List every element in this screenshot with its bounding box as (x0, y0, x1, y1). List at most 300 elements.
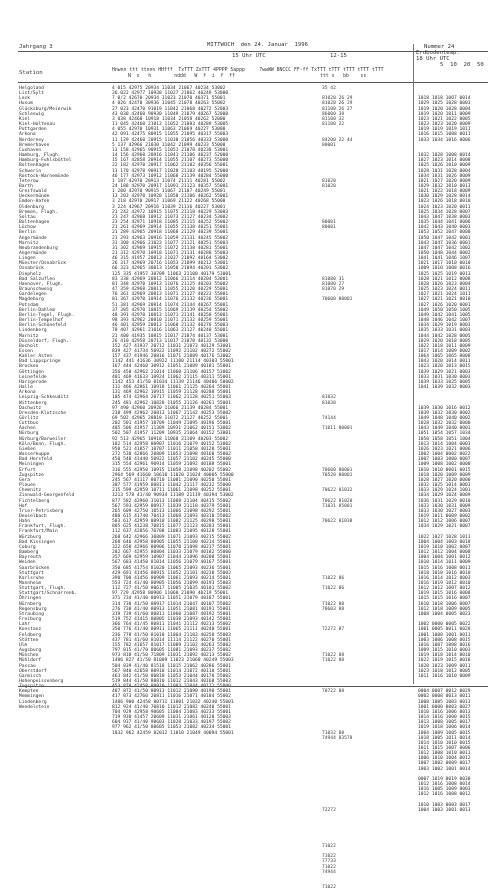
station-name: Bad Salzuflen (19, 276, 55, 282)
station-name: Kiel-Holtenau (19, 122, 55, 128)
soil-temperature-row: 1028 1031 1028 0004 (418, 168, 471, 174)
observation-row: 76 361 42969 20813 11071 21127 40223 55001 (112, 292, 229, 298)
station-name: Chemnitz (19, 488, 42, 494)
station-name: Feldberg (19, 632, 42, 638)
weather-code-row: 86000 38 (322, 111, 345, 117)
station-name: Stuttgart/Schnarrenb. (19, 591, 78, 597)
table-head-rule (18, 82, 488, 83)
weather-code-row: 74144 (322, 416, 336, 421)
station-name: Norderney (19, 137, 44, 143)
weather-code-row: 81032 (322, 395, 336, 401)
observation-row: 14 156 42960 20916 11041 21106 40237 52000 (112, 153, 229, 159)
weather-code-row: 71022 (322, 843, 336, 849)
observation-row: 245 567 41117 80710 11081 21090 40250 55001 (112, 477, 231, 483)
observation-row: 21 289 42965 20918 11068 21129 40239 55001 (112, 230, 229, 236)
observation-row: 81 367 42970 10914 11076 21132 40236 55001 (112, 297, 229, 303)
observation-row: 485 506 41957 11309 10931 21062 40151 53002 (112, 426, 231, 432)
station-name: Lahr (19, 622, 31, 628)
station-name: Gießen (19, 446, 36, 452)
soil-temperature-row: 1039 1033 1025 0005 (418, 379, 471, 385)
observation-row: 1142 453 41/50 81034 11139 21146 40406 58002 (112, 379, 234, 385)
observation-row: 401 469 41633 10924 11062 21115 40311 55001 (112, 374, 231, 380)
soil-temperature-row: 1021 1017 1010 0010 (418, 261, 471, 267)
observation-row: 238 499 42962 20813 11067 21142 40253 55002 (112, 410, 231, 416)
soil-temperature-row: 1049 1050 1050 1005 (418, 307, 471, 313)
weather-code-row: 70600 80001 (322, 297, 353, 303)
soil-temperature-row: 1019 1020 1028 0004 (418, 106, 471, 112)
observation-row: 4 026 42470 30936 11045 21078 40263 55002 (112, 101, 226, 107)
soil-temperature-row: 1009 1015 1010 0003 (418, 648, 471, 654)
observation-row: 23 254 42971 10918 11085 21115 40252 55002 (112, 220, 229, 226)
soil-temperature-row: 1012 1012 1006 0007 (418, 519, 471, 525)
soil-temperature-row: 1035 1033 1031 0003 (418, 328, 471, 334)
soil-temperature-row: 1012 1016 1008 0014 (418, 782, 471, 788)
observation-row: 15 167 42858 20914 11055 21107 40273 55000 (112, 158, 229, 164)
station-name: Ulm (19, 642, 28, 648)
weather-code-row: 84200 22 44 (322, 137, 353, 143)
weather-code-row: 72272 (322, 807, 336, 813)
soil-temperature-row: 1014 1010 1010 0015 (418, 740, 471, 746)
station-name: List/Sylt (19, 91, 44, 97)
soil-temperature-row: 1011 1015 1007 0006 (418, 746, 471, 751)
soil-temperature-row: 1021 1022 1018 0009 (418, 189, 471, 195)
station-name: Meiningen (19, 462, 44, 468)
soil-temperature-row: 1019 1019 1019 1011 (418, 127, 471, 133)
observation-row: 319 739 41/60 80811 11060 21087 40192 55001 (112, 611, 231, 617)
observation-row: 152 427 41937 20712 11031 21073 40129 53001 (112, 343, 231, 349)
soil-temperature-row: 1018 1020 1009 0009 (418, 472, 471, 478)
station-name: Gardelegen (19, 292, 47, 298)
station-name: Lindenberg (19, 328, 47, 334)
observation-row: 322 658 42966 80906 11070 21098 40217 55001 (112, 544, 231, 550)
soil-temperature-row: 1025 1026 1010 0009 (418, 163, 471, 169)
code-sub-header: N x h nddd W f i f ff (128, 74, 235, 79)
observation-row: 1213 578 41/40 90934 11109 21119 40394 53002 (112, 493, 234, 499)
station-name: Lüchow (19, 225, 36, 231)
station-name: Münster/Osnabrück (19, 261, 67, 267)
soil-temperature-row: 1034 1031 1026 0009 (418, 173, 471, 179)
observation-row: 24 188 42970 20917 11091 21123 40357 55001 (112, 183, 229, 189)
station-name: Mannheim (19, 581, 42, 586)
soil-temperature-row: 1006 1010 1004 0012 (418, 756, 471, 762)
weather-code-row: 71022 88 (322, 653, 345, 659)
station-name: Wittenberg (19, 400, 47, 406)
observation-row: 553 724 41/40 80905 11056 21099 40193 55003 (112, 581, 231, 586)
soil-temperature-row: 1039 1030 1016 0012 (418, 405, 471, 411)
station-name: Düsseldorf, Flugh. (19, 338, 69, 344)
observation-row: 1486 827 41/50 81009 11023 21060 40249 55003 (112, 658, 234, 664)
observation-row: 83 338 42969 20812 11066 21114 40204 53001 (112, 276, 229, 282)
observation-row: 480 615 41740 70413 11068 21093 40310 55002 (112, 513, 231, 519)
soil-temperature-row: 1001 0000 0003 0027 (418, 704, 471, 710)
soil-temperature-row: 1039 1032 1030 0002 (418, 410, 471, 416)
observation-row: 11 129 42460 20915 11038 21056 40333 53000 (112, 137, 229, 143)
station-name: Deuselbach (19, 513, 47, 519)
weather-code-row: 72272 87 (322, 627, 345, 633)
station-name: Nürburg (19, 431, 39, 437)
report-title: MITTWOCH den 24. Januar 1996 (207, 42, 309, 48)
observation-row: 31 300 42966 21023 11077 21121 40251 55003 (112, 240, 229, 246)
soil-temperature-row: 1019 1018 1014 0010 (418, 653, 471, 659)
observation-row: 504 839 41/40 81510 11015 21062 40286 55001 (112, 663, 231, 669)
soil-temperature-row: 1022 1027 1028 1011 (418, 534, 471, 540)
station-name: Hohenpeissenberg (19, 678, 64, 684)
observation-time: 15 Uhr UTC (232, 53, 266, 59)
volume-label: Jahrgang 3 (19, 44, 53, 50)
soil-temperature-row: 1012 1018 1009 0005 (418, 606, 471, 612)
station-name: Bocholt (19, 343, 39, 349)
station-name: Bad Hersfeld (19, 457, 53, 463)
soil-temperature-row: 1010 1016 1006 0013 (418, 709, 471, 715)
soil-temperature-row: 1013 1014 1004 0003 (418, 441, 471, 447)
observation-row: 387 577 41959 80811 11042 21117 40232 55000 (112, 483, 231, 489)
observation-row: 21 242 42972 10915 11075 21118 40229 53003 (112, 209, 229, 215)
station-name: Bad Kissingen (19, 539, 55, 545)
station-name: Bremerhaven (19, 142, 50, 148)
observation-row: 125 335 41957 30709 11063 21100 40179 53001 (112, 271, 231, 277)
weather-code-row: 80001 (322, 142, 336, 148)
soil-temperature-row: 1007 1002 0009 0017 (418, 761, 471, 767)
observation-row: 51 381 42969 20814 11074 21144 40267 55001 (112, 302, 229, 308)
soil-temperature-row: 1027 1023 1014 0008 (418, 158, 471, 164)
soil-temp-time: 18 Uhr UTC (416, 56, 450, 62)
station-name: Dresden-Klotzsche (19, 410, 67, 416)
station-name: Wasserkuppe (19, 452, 50, 458)
soil-temperature-row: 1023 1021 1022 0005 (418, 116, 471, 122)
station-name: Lingen (19, 256, 36, 262)
weather-code-row: 70622 81038 (322, 519, 353, 525)
observation-row: 37 385 42970 10815 11069 21139 40254 55002 (112, 307, 229, 313)
observation-row: 21 261 42969 20914 11055 21138 40251 55001 (112, 225, 229, 231)
observation-row: 21 400 41935 10815 11017 21074 40137 53001 (112, 333, 229, 339)
observation-row: 236 778 41/50 81018 11064 21103 40250 55003 (112, 632, 231, 638)
soil-temperature-row: 1016 1005 1009 0003 (418, 787, 471, 793)
station-name: Göttingen (19, 369, 44, 375)
observation-row: 453 870 42458 80910 11003 21044 40121 55000 (112, 684, 231, 690)
observation-row: 977 962 41/50 80605 11053 21082 40234 55001 (112, 725, 231, 731)
station-name: Augsburg (19, 648, 42, 654)
observation-row: 155 782 41657 81017 11089 21102 40263 55002 (112, 642, 231, 648)
soil-temperature-row: 1012 1012 1007 0012 (418, 586, 471, 592)
station-name: Leinefelde (19, 374, 47, 380)
station-name: Kahler Asten (19, 354, 53, 360)
observation-row: 3 038 42460 10918 11034 21058 40262 52000 (112, 116, 226, 122)
soil-temperature-row: 1016 1014 1012 0003 (418, 575, 471, 581)
soil-temperature-row: 1011 1016 1010 0009 (418, 673, 471, 679)
observation-row: 105 474 42964 20717 11062 21128 40251 55003 (112, 395, 231, 401)
station-name: Arkona (19, 390, 36, 396)
station-name: Schwerin (19, 168, 42, 174)
observation-row: 463 842 41/50 80810 11053 21044 40170 55002 (112, 673, 231, 679)
soil-temperature-row: 1009 1010 1008 0016 (418, 266, 471, 272)
soil-temperature-row: 1010 1003 0003 0017 (418, 802, 471, 808)
station-name: Aachen (19, 426, 36, 432)
observation-row: 7 0/2 42670 20934 11023 21070 40371 55001 (112, 96, 226, 102)
soil-temperature-row: 1019 1018 1006 0014 (418, 725, 471, 731)
soil-temperature-row: 1033 1031 1030 0003 (418, 374, 471, 380)
station-name: Öhringen (19, 596, 42, 602)
weather-code-values (322, 86, 410, 890)
station-name: Bayreuth (19, 555, 42, 561)
soil-temperature-row: 1014 1016 1000 0015 (418, 715, 471, 721)
station-name: Wendelstein (19, 704, 50, 710)
soil-temperature-row: 1023 1020 1013 0015 (418, 364, 471, 370)
weather-code-row: 81100 26 27 (322, 106, 353, 112)
weather-code-row: 81070 29 (322, 287, 345, 293)
soil-temperature-row: 1033 1029 1024 1001 (418, 488, 471, 494)
station-name: Saarbrücken (19, 565, 50, 571)
soil-temperature-row: 1034 1029 1024 0009 (418, 493, 471, 499)
observation-row: 268 646 42958 80905 11055 21100 40214 55001 (112, 539, 231, 545)
observation-row: 704 929 42958 90605 11004 21083 40233 55001 (112, 709, 231, 715)
soil-temperature-row: 1032 1025 1014 0003 (418, 483, 471, 489)
soil-temperature-row: 1044 1042 1028 0005 (418, 333, 471, 339)
observation-row: 43 030 42460 90930 11049 21079 40267 52000 (112, 111, 229, 117)
observation-row: 502 507 41957 11209 10935 21064 40152 53001 (112, 431, 231, 437)
weather-code-row: 74944 83578 (322, 735, 353, 741)
station-name: Potsdam (19, 302, 39, 308)
code-column-header: Hnwnn ttt ttnnn HHfff TxTTT ZxTTT 4PPPP 5appp 7wwWW 8NCCC FF-ff TxTTT tTTT tTTT tTTT tTTT (112, 68, 384, 73)
soil-temperature-row: 1022 1018 1011 0009 (418, 343, 471, 349)
observation-row: 272 530 42866 20809 11053 21098 40160 55002 (112, 452, 231, 458)
station-name: Essen (19, 348, 33, 354)
soil-temperature-row: 1043 1020 1014 0011 (418, 359, 471, 365)
observation-row: 26 317 42969 20716 11053 21099 40212 53001 (112, 261, 229, 267)
weather-code-row: 71022 88 (322, 658, 345, 664)
observation-row: 21 247 42968 10912 11073 21127 40234 53002 (112, 214, 229, 220)
observation-row: 11 045 42460 21013 11052 21083 40289 53005 (112, 122, 229, 128)
observation-row: 519 844 41/50 80810 11012 21043 40168 55003 (112, 678, 231, 684)
weather-code-row: 81020 26 29 (322, 101, 353, 107)
weather-code-row: 70600 80001 (322, 467, 353, 473)
observation-row: 316 555 42950 10915 11058 21098 40202 55002 (112, 467, 231, 473)
weather-code-row: 71022 88 (322, 601, 345, 607)
observation-row: 21 312 42970 10918 11071 21131 40288 55003 (112, 251, 229, 256)
station-name: Kempten (19, 689, 39, 695)
soil-temperature-row: 1035 1044 1041 0006 (418, 220, 471, 226)
soil-temperature-row: 1049 1042 1041 1005 (418, 312, 471, 318)
weather-code-row: 35 42 (322, 86, 336, 91)
station-name: Bamberg (19, 550, 39, 556)
weather-code-row: 71022 (322, 885, 336, 890)
weather-code-row: 70722 88 (322, 689, 345, 695)
soil-temperature-row: 1009 1008 1002 0000 (418, 462, 471, 468)
soil-temperature-row: 1050 1048 1044 0002 (418, 251, 471, 256)
station-name: Puttgarden (19, 127, 47, 133)
weather-code-row: 81100 32 (322, 116, 345, 122)
station-name: Stuttgart (19, 570, 44, 576)
weather-code-row: 71031 85001 (322, 503, 353, 509)
soil-column-divider (413, 44, 414, 684)
soil-temperature-row: 1047 1047 1042 1002 (418, 245, 471, 251)
observation-row: 276 738 41/40 80913 11051 21081 40191 55001 (112, 606, 231, 612)
observation-row: 21 293 42963 20916 11059 21131 40245 55002 (112, 235, 229, 241)
observation-row: 1 187 42970 20913 11074 21111 40281 55002 (112, 178, 226, 184)
observation-row: 350 776 41/40 80911 11065 21111 40248 55001 (112, 627, 231, 633)
station-name: Zugspitze (19, 684, 44, 690)
soil-temperature-row: 1018 1018 1007 0014 (418, 96, 471, 102)
weather-code-row: 80001 (322, 220, 336, 226)
station-name: Greifswald (19, 189, 47, 195)
station-column-header: Station (19, 70, 43, 76)
weather-code-row: 71022 (322, 864, 336, 870)
observation-row: 167 444 42460 30912 11051 21089 40181 55001 (112, 364, 231, 370)
station-name: Dachwitz (19, 405, 42, 411)
station-name: Zugspitze (19, 472, 44, 478)
observation-row: 26 022 42977 10938 11027 21062 40249 53000 (112, 91, 229, 97)
observation-row: 839 427 41734 50922 11092 21102 40272 55002 (112, 348, 231, 354)
soil-temperature-row: 1010 1014 1011 0009 (418, 560, 471, 566)
soil-temperature-row: 1023 1023 1020 0009 (418, 122, 471, 128)
soil-temperature-row: 1042 1043 1040 0003 (418, 225, 471, 231)
soil-temperature-row: 1034 1029 1021 0007 (418, 524, 471, 530)
soil-temperature-row: 1050 1058 1051 1004 (418, 436, 471, 442)
station-name: Magdeburg (19, 297, 44, 303)
soil-temperature-row: 1004 1004 1003 0018 (418, 539, 471, 545)
station-name: Mühldorf (19, 658, 42, 664)
station-name: Diepholz (19, 271, 42, 277)
observation-row: 3 218 42970 20917 11069 21122 40268 55000 (112, 199, 226, 205)
station-name: Berlin-Tegel, Flugh. (19, 312, 75, 318)
observation-range: 12-15 (330, 53, 347, 59)
station-name: Fichtelberg (19, 498, 50, 504)
station-name: Boltenhagen (19, 220, 50, 226)
observation-row: 1486 900 42458 80711 11001 21032 40240 55001 (112, 699, 234, 705)
soil-temperature-row: 1015 1015 1016 0007 (418, 596, 471, 602)
weather-code-row: 74944 (322, 869, 336, 875)
soil-temperature-row: 1004 1004 1001 0012 (418, 555, 471, 561)
observation-row: 1 200 42970 90915 11067 21107 40249 55001 (112, 189, 226, 195)
weather-code-row: 70603 88 (322, 606, 345, 612)
observation-row: 3 224 42967 20916 11039 21116 40227 53001 (112, 204, 226, 210)
observation-row: 42 091 42475 80915 11055 21095 40317 55003 (112, 132, 229, 138)
station-name: Trier-Petrisberg (19, 508, 64, 514)
soil-temperature-row: 1034 1029 1019 0003 (418, 323, 471, 329)
weather-code-row: 81100 22 (322, 122, 345, 128)
station-name: Plauen (19, 483, 36, 489)
observation-row: 357 669 42959 10907 11044 21096 40208 55001 (112, 555, 231, 561)
station-name: Berlin (19, 230, 36, 236)
soil-temperature-values (418, 86, 502, 813)
soil-temperature-row: 1041 1041 1046 1007 (418, 256, 471, 262)
station-name: Hannover, Flugh. (19, 281, 64, 287)
observation-row: 390 700 41456 80909 11061 21093 40214 55001 (112, 575, 231, 581)
observation-row: 81 348 42970 10913 11076 21125 40203 55002 (112, 281, 229, 287)
station-name: Cottbus (19, 421, 39, 427)
soil-temperature-row: 1008 1005 1003 0013 (418, 699, 471, 705)
soil-temperature-row: 1027 1021 1024 1011 (418, 292, 471, 298)
station-name: Stötten (19, 637, 39, 643)
station-name: Rostock-Warnemünde (19, 173, 69, 179)
soil-temperature-row: 1007 1003 1000 0007 (418, 457, 471, 463)
observation-row: 1832 962 42459 82012 11010 21049 40094 55001 (112, 730, 234, 736)
station-name: Schleswig (19, 111, 44, 117)
soil-temperature-row: 1010 1010 0001 0015 (418, 467, 471, 473)
observation-row: 13 158 42965 90915 11051 21078 40238 53001 (112, 147, 229, 153)
soil-temperature-row: 1019 1010 1002 0007 (418, 544, 471, 550)
station-name: Nürburg/Barweiler (19, 436, 67, 442)
station-name: Boltenhagen (19, 163, 50, 169)
soil-temperature-row: 1002 1004 0002 0022 (418, 452, 471, 458)
observation-row: 356 458 42962 21014 11060 21106 40157 53002 (112, 369, 231, 375)
soil-temperature-row: 1026 1023 1021 0006 (418, 446, 471, 452)
observation-row: 950 521 41857 10707 11011 21058 40120 55001 (112, 446, 231, 452)
weather-code-row: 81020 (322, 183, 336, 189)
soil-temperature-row: 1023 1026 1018 0010 (418, 199, 471, 205)
station-name: Köln/Bonn, Flugh. (19, 441, 67, 447)
observation-row: 157 437 41946 20816 11071 21089 40176 53002 (112, 354, 231, 360)
soil-temperature-row: 1048 1046 1042 1007 (418, 318, 471, 324)
soil-temperature-row: 1036 1031 1029 0010 (418, 498, 471, 504)
observation-row: 450 548 41440 50922 11057 21102 40245 55000 (112, 457, 231, 463)
station-name: Ueckermünde (19, 194, 50, 200)
soil-temperature-row: 1028 1021 1012 0008 (418, 276, 471, 282)
observation-row: 112 637 42856 70708 11083 21095 40128 55001 (112, 529, 231, 535)
soil-temperature-row: 1019 1015 1016 0008 (418, 591, 471, 597)
station-name: Garmisch (19, 673, 42, 679)
station-name: Kiel (19, 116, 31, 122)
soil-temperature-row: 1028 1026 1023 0004 (418, 281, 471, 287)
observation-row: 973 818 41/50 71809 11031 21092 40213 55002 (112, 653, 231, 659)
observation-row: 797 815 41/70 80605 11081 21093 40237 55002 (112, 648, 231, 654)
station-name: Brocken (19, 364, 39, 370)
observation-row: 315 554 42961 90914 11059 21092 40188 55001 (112, 462, 231, 468)
soil-temperature-row: 1003 1006 1008 0015 (418, 637, 471, 643)
observation-row: 11 170 42970 90917 11028 21103 40195 52000 (112, 168, 229, 174)
soil-temperature-row: 1033 1030 1027 0003 (418, 508, 471, 514)
observation-row: 604 937 41/40 90603 11028 21033 40197 55002 (112, 720, 231, 726)
soil-temperature-row: 1002 0000 0005 0022 (418, 622, 471, 628)
observation-row: 265 609 42750 10513 11066 21098 40292 55001 (112, 508, 231, 514)
station-name: Bad Lippspringe (19, 359, 61, 365)
station-name: Hamburg, Flugh. (19, 153, 61, 159)
observation-row: 567 840 42658 80910 11014 21072 40110 55001 (112, 668, 231, 674)
station-name: Konstanz (19, 627, 42, 633)
weather-code-row: 81020 (322, 178, 336, 184)
station-name: Oldenburg (19, 204, 44, 210)
observation-row: 567 593 42959 80917 11039 21118 40379 55001 (112, 503, 231, 509)
station-name: Helgoland (19, 86, 44, 91)
observation-row: 437 781 41/60 81014 11114 21122 40270 55001 (112, 637, 231, 643)
observation-row: 69 502 42965 20818 11072 21127 40252 55001 (112, 416, 229, 421)
observation-row: 245 481 42962 10820 11055 21126 40261 55001 (112, 400, 231, 406)
observation-row: 111 466 42861 10918 11061 21125 40264 55001 (112, 385, 231, 391)
soil-temperature-row: 1064 1065 1065 0008 (418, 354, 471, 360)
observation-row: 26 410 42958 20713 11017 21070 40132 53000 (112, 338, 229, 344)
soil-temp-heading: Erdbodentemp. (416, 50, 460, 56)
soil-temperature-row: 1017 1014 1009 0002 (418, 348, 471, 354)
station-name: Frankfurt, Flugh. (19, 524, 67, 530)
observation-row: 202 501 41957 10709 11049 21095 40196 55001 (112, 421, 231, 427)
observation-row: 503 617 42959 80918 11082 21125 40298 55001 (112, 519, 231, 525)
soil-temperature-row: 1013 1008 1005 0017 (418, 720, 471, 726)
soil-temperature-row: 1022 1019 1015 0018 (418, 658, 471, 664)
soil-temperature-row: 1053 1052 1047 0000 (418, 230, 471, 236)
observation-row: 877 582 42960 31013 11088 21104 40415 55002 (112, 498, 231, 504)
observation-row: 719 930 41457 20609 11031 21061 40120 55003 (112, 715, 231, 721)
soil-temperature-row: 0002 0008 0013 0011 (418, 694, 471, 700)
weather-code-row: 70622 81020 (322, 498, 353, 504)
station-name: Frankfurt/Main (19, 529, 58, 535)
station-name: Berlin-Schönefeld (19, 323, 67, 329)
soil-temperature-row: 1016 1015 1008 0011 (418, 132, 471, 138)
station-name: Leck (19, 96, 31, 102)
station-name: Marnitz (19, 333, 39, 339)
station-name: Würzburg (19, 534, 42, 540)
station-name: Weiden (19, 560, 36, 566)
soil-temperature-row: 1024 1023 1020 0011 (418, 204, 471, 210)
observation-row: 48 391 42970 10813 11071 21141 40258 55001 (112, 312, 229, 318)
